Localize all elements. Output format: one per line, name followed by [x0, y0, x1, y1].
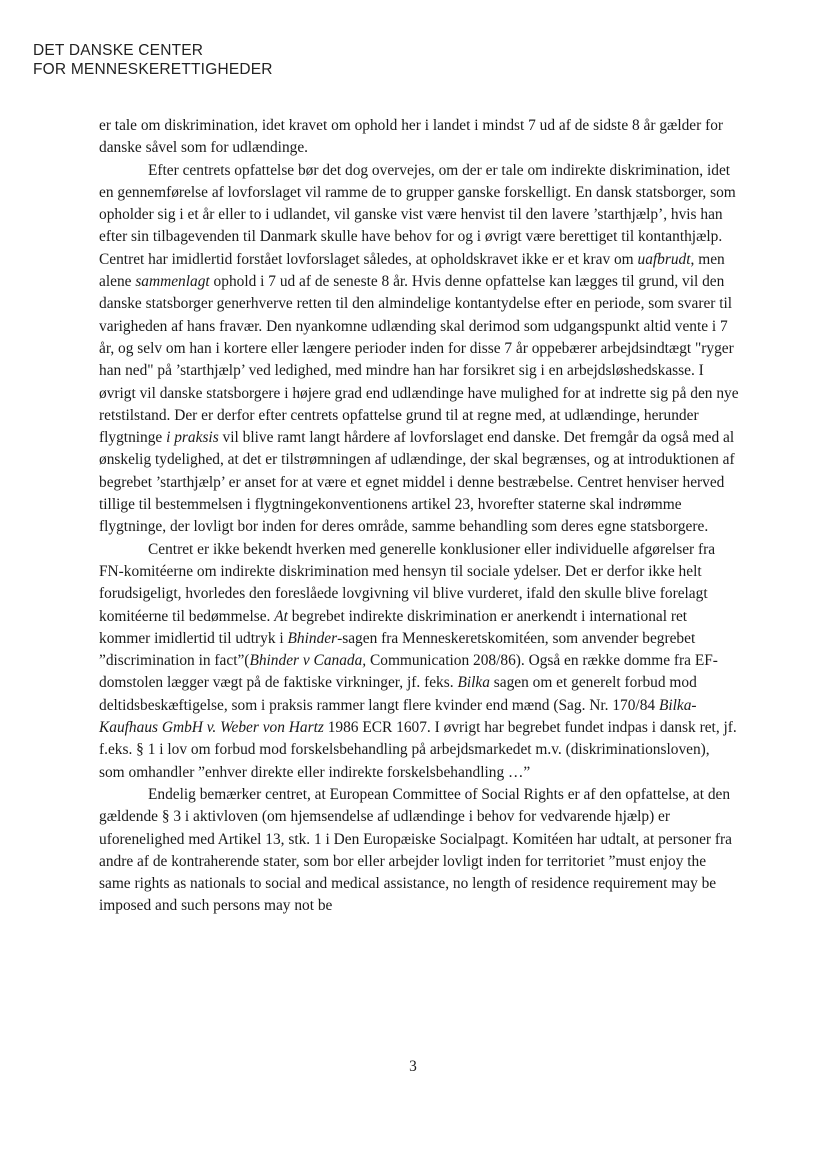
italic-text: At	[274, 607, 288, 625]
letterhead-line-2: FOR MENNESKERETTIGHEDER	[33, 61, 273, 78]
text-run: Communication 208/86). Også en række domme fra EF-domstolen lægger vægt på de faktiske virkninger, jf. feks.	[99, 652, 718, 692]
paragraph	[99, 115, 739, 160]
paragraph	[99, 539, 739, 784]
text-run: begrebet indirekte diskrimination er anerkendt i international ret kommer imidlertid til udtryk i	[99, 607, 688, 647]
paragraph	[99, 160, 739, 539]
italic-text: Bilka	[457, 674, 490, 692]
italic-text: i praksis	[166, 429, 219, 447]
text-run: Efter centrets opfattelse bør det dog overvejes, om der er tale om indirekte diskrimination, idet en gennemførelse af lovforslaget vil ramme de to grupper ganske forskelligt. En dansk statsborger, som opholder sig i et år eller to i udlandet, vil ganske vist være henvist til den lavere ’starthjælp’, hvis han efter sin tilbagevenden til Danmark skulle have behov for og i øvrigt være berettiget til kontanthjælp. Centret har imidlertid forstået lovforslaget således, at opholdskravet ikke er et krav om	[99, 161, 736, 268]
page-number: 3	[409, 1058, 417, 1075]
italic-text: uafbrudt	[637, 250, 691, 268]
italic-text: Bhinder v Canada,	[249, 652, 367, 670]
text-run: Centret er ikke bekendt hverken med generelle konklusioner eller individuelle afgørelser fra FN-komitéerne om indirekte diskrimination med hensyn til sociale ydelser. Det er derfor ikke helt forudsigeligt, hvorledes den foreslåede lovgivning vil blive vurderet, ifald den skulle blive forelagt komitéerne til bedømmelse.	[99, 540, 716, 625]
italic-text: Bilka-Kaufhaus GmbH v. Weber von Hartz	[99, 696, 697, 737]
text-run: , men alene	[99, 250, 725, 291]
italic-text: Bhinder	[287, 629, 338, 647]
text-run: vil blive ramt langt hårdere af lovforslaget end danske. Det fremgår da også med al ønskelig tydelighed, at det er tilstrømningen af udlændinge, der skal begrænses, og at introduktionen af begrebet ’starthjælp’ er anset for at være et egnet middel i denne bestræbelse. Centret henviser herved tillige til bestemmelsen i flygtningekonventionens artikel 23, hvorefter staterne skal indrømme flygtninge, der lovligt bor inden for deres område, samme behandling som deres egne statsborgere.	[99, 429, 735, 536]
paragraph	[99, 784, 739, 918]
text-run: er tale om diskrimination, idet kravet om ophold her i landet i mindst 7 ud af de sidste 8 år gælder for danske såvel som for udlændinge.	[99, 117, 724, 157]
text-run: sagen om et generelt forbud mod deltidsbeskæftigelse, som i praksis rammer langt flere kvinder end mænd (Sag. Nr. 170/84	[99, 674, 697, 714]
document-body	[99, 115, 739, 918]
text-run: 1986 ECR 1607. I øvrigt har begrebet fundet indpas i dansk ret, jf. f.eks. § 1 i lov om forbud mod forskelsbehandling på arbejdsmarkedet m.v. (diskriminationsloven), som omhandler ”enhver direkte eller indirekte forskelsbehandling …”	[99, 719, 737, 781]
letterhead-line-1: DET DANSKE CENTER	[33, 42, 204, 59]
text-run: ophold i 7 ud af de seneste 8 år. Hvis denne opfattelse kan lægges til grund, vil den danske statsborger generhverve retten til den almindelige kontantydelse efter en periode, som svarer til varigheden af hans fravær. Den nyankomne udlænding skal derimod som udgangspunkt altid vente i 7 år, og selv om han i kortere eller længere perioder inden for disse 7 år oppebærer arbejdsindtægt "ryger han ned" på ’starthjælp’ ved ledighed, med mindre han har forsikret sig i en arbejdsløshedskasse. I øvrigt vil danske statsborgere i højere grad end udlændinge have mulighed for at indrette sig på den nye retstilstand. Der er derfor efter centrets opfattelse grund til at regne med, at udlændinge, herunder flygtninge	[99, 273, 739, 447]
italic-text: sammenlagt	[135, 273, 210, 291]
text-run: Endelig bemærker centret, at European Committee of Social Rights er af den opfattelse, at den gældende § 3 i aktivloven (om hjemsendelse af udlændinge i behov for vedvarende hjælp) er uforenelighed med Artikel 13, stk. 1 i Den Europæiske Socialpagt. Komitéen har udtalt, at personer fra andre af de kontraherende stater, som bor eller arbejder lovligt inden for territoriet ”must enjoy the same rights as nationals to social and medical assistance, no length of residence requirement may be imposed and such persons may not be	[99, 785, 732, 915]
text-run: -sagen fra Menneskeretskomitéen, som anvender begrebet ”discrimination in fact”(	[99, 629, 696, 670]
letterhead	[33, 41, 273, 79]
